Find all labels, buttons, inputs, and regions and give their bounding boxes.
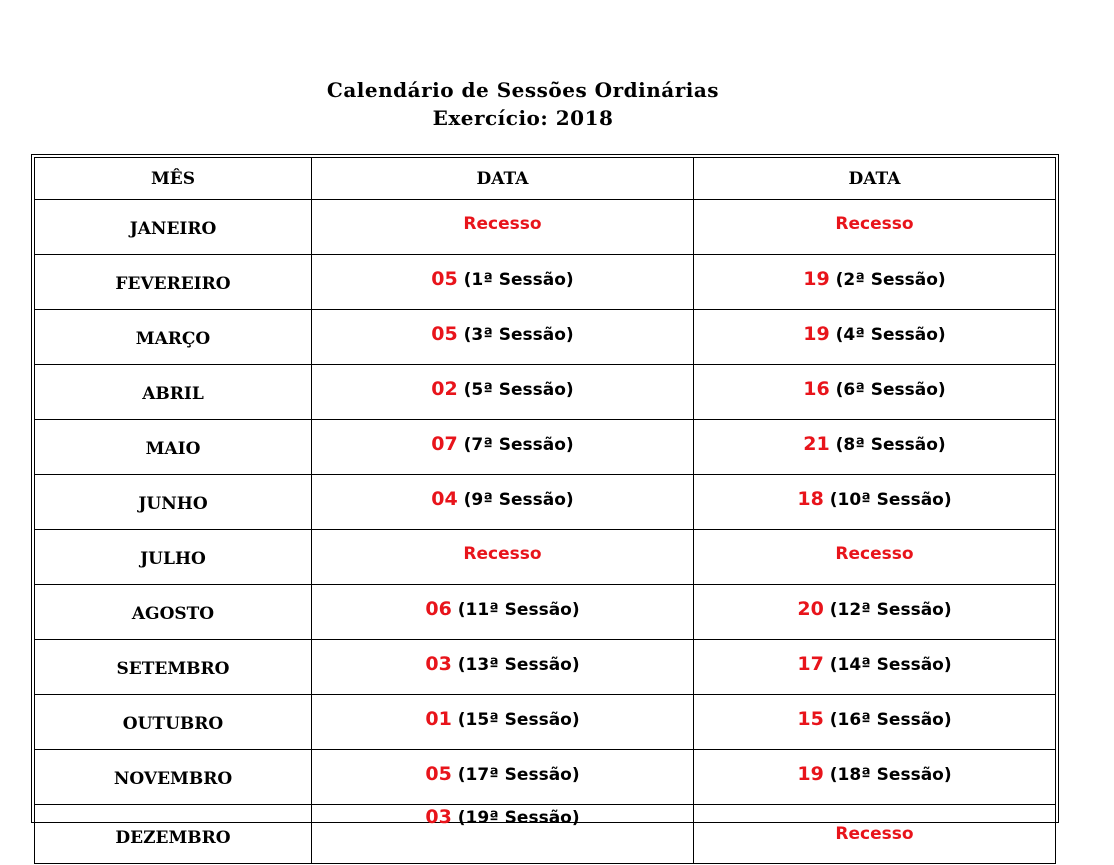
session-number: (12ª Sessão) <box>823 600 952 620</box>
session-day: 16 <box>803 378 830 400</box>
session-number: (4ª Sessão) <box>829 325 946 345</box>
date-cell <box>312 475 694 530</box>
session-number: (8ª Sessão) <box>829 435 946 455</box>
session-number: (2ª Sessão) <box>829 270 946 290</box>
session-number: (15ª Sessão) <box>451 710 580 730</box>
month-cell: MAIO <box>35 420 312 475</box>
date-cell <box>694 695 1056 750</box>
date-cell <box>694 475 1056 530</box>
date-cell <box>312 585 694 640</box>
session-number: (3ª Sessão) <box>457 325 574 345</box>
session-day: 19 <box>803 323 830 345</box>
session-day: 05 <box>431 323 458 345</box>
date-cell <box>312 255 694 310</box>
session-number: (5ª Sessão) <box>457 380 574 400</box>
date-cell <box>694 255 1056 310</box>
session-number: (1ª Sessão) <box>457 270 574 290</box>
date-cell <box>312 200 694 255</box>
month-cell: NOVEMBRO <box>35 750 312 805</box>
month-cell: MARÇO <box>35 310 312 365</box>
date-cell <box>312 420 694 475</box>
session-day: 05 <box>431 268 458 290</box>
session-day: 06 <box>425 598 452 620</box>
session-number: (6ª Sessão) <box>829 380 946 400</box>
date-cell <box>312 365 694 420</box>
session-day: 15 <box>797 708 824 730</box>
table-row <box>35 530 1056 585</box>
recess-label: Recesso <box>835 214 914 234</box>
header-date-1: DATA <box>312 158 694 200</box>
table-row <box>35 695 1056 750</box>
table-row <box>35 255 1056 310</box>
session-number: (17ª Sessão) <box>451 765 580 785</box>
month-cell: OUTUBRO <box>35 695 312 750</box>
recess-label: Recesso <box>463 214 542 234</box>
date-cell <box>694 420 1056 475</box>
session-day: 07 <box>431 433 458 455</box>
table-header-row <box>35 158 1056 200</box>
date-cell <box>694 640 1056 695</box>
date-cell <box>694 530 1056 585</box>
session-day: 19 <box>797 763 824 785</box>
session-number: (16ª Sessão) <box>823 710 952 730</box>
date-cell <box>694 750 1056 805</box>
table-row <box>35 475 1056 530</box>
table-row <box>35 805 1056 864</box>
month-cell: AGOSTO <box>35 585 312 640</box>
recess-label: Recesso <box>463 544 542 564</box>
month-cell: FEVEREIRO <box>35 255 312 310</box>
session-day: 04 <box>431 488 458 510</box>
month-cell: JUNHO <box>35 475 312 530</box>
table-row <box>35 640 1056 695</box>
title-line-1: Calendário de Sessões Ordinárias <box>326 78 720 102</box>
session-day: 18 <box>797 488 824 510</box>
recess-label: Recesso <box>835 544 914 564</box>
session-number: (11ª Sessão) <box>451 600 580 620</box>
session-day: 20 <box>797 598 824 620</box>
session-day: 21 <box>803 433 830 455</box>
session-number: (9ª Sessão) <box>457 490 574 510</box>
session-day: 19 <box>803 268 830 290</box>
session-number: (14ª Sessão) <box>823 655 952 675</box>
header-month: MÊS <box>35 158 312 200</box>
table-row <box>35 585 1056 640</box>
month-cell: ABRIL <box>35 365 312 420</box>
title-line-2: Exercício: 2018 <box>432 106 614 130</box>
date-cell <box>312 695 694 750</box>
session-number: (19ª Sessão) <box>451 808 580 828</box>
sessions-table-frame <box>31 154 1059 848</box>
month-cell: SETEMBRO <box>35 640 312 695</box>
date-cell <box>312 750 694 805</box>
session-day: 03 <box>425 806 452 828</box>
date-cell <box>312 640 694 695</box>
date-cell <box>694 310 1056 365</box>
recess-label: Recesso <box>835 824 914 844</box>
date-cell <box>694 200 1056 255</box>
session-day: 03 <box>425 653 452 675</box>
table-row <box>35 750 1056 805</box>
session-number: (13ª Sessão) <box>451 655 580 675</box>
date-cell <box>312 805 694 864</box>
document-title <box>0 76 1046 132</box>
table-row <box>35 365 1056 420</box>
header-date-2: DATA <box>694 158 1056 200</box>
session-day: 02 <box>431 378 458 400</box>
table-row <box>35 310 1056 365</box>
date-cell <box>312 530 694 585</box>
date-cell <box>312 310 694 365</box>
session-day: 01 <box>425 708 452 730</box>
table-row <box>35 420 1056 475</box>
date-cell <box>694 585 1056 640</box>
table-row <box>35 200 1056 255</box>
session-day: 05 <box>425 763 452 785</box>
session-day: 17 <box>797 653 824 675</box>
month-cell: JULHO <box>35 530 312 585</box>
month-cell: JANEIRO <box>35 200 312 255</box>
date-cell <box>694 365 1056 420</box>
month-cell: DEZEMBRO <box>35 805 312 864</box>
date-cell <box>694 805 1056 864</box>
session-number: (7ª Sessão) <box>457 435 574 455</box>
session-number: (10ª Sessão) <box>823 490 952 510</box>
sessions-table <box>34 157 1056 864</box>
session-number: (18ª Sessão) <box>823 765 952 785</box>
